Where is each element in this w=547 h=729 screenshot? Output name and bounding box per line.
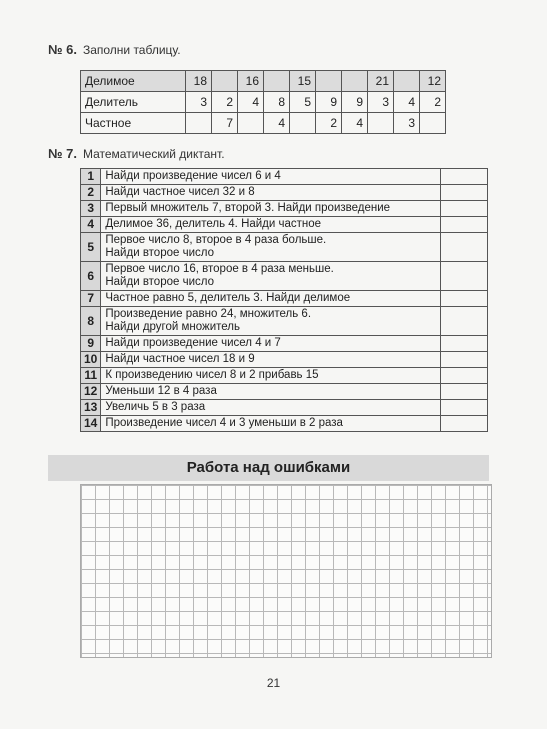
item-number: 2	[81, 185, 101, 201]
table-cell[interactable]	[290, 113, 316, 134]
item-text: Увеличь 5 в 3 раза	[101, 400, 441, 416]
item-number: 1	[81, 169, 101, 185]
table-cell[interactable]: 9	[316, 92, 342, 113]
item-text: Уменьши 12 в 4 раза	[101, 384, 441, 400]
item-text	[101, 262, 441, 291]
table-cell[interactable]: 5	[290, 92, 316, 113]
row-label: Делимое	[81, 71, 186, 92]
table-row	[81, 307, 488, 336]
table-cell[interactable]: 3	[394, 113, 420, 134]
answer-cell[interactable]	[441, 233, 488, 262]
table-cell[interactable]: 21	[368, 71, 394, 92]
answer-cell[interactable]	[441, 384, 488, 400]
item-number: 4	[81, 217, 101, 233]
item-text-line1: Произведение равно 24, множитель 6.	[105, 308, 312, 320]
answer-cell[interactable]	[441, 201, 488, 217]
table-row	[81, 368, 488, 384]
answer-cell[interactable]	[441, 169, 488, 185]
item-number: 13	[81, 400, 101, 416]
table-row-dividend	[81, 71, 446, 92]
table-cell[interactable]	[420, 113, 446, 134]
table-cell[interactable]: 4	[264, 113, 290, 134]
answer-cell[interactable]	[441, 336, 488, 352]
grid-paper-area[interactable]	[80, 484, 492, 658]
table-cell[interactable]: 18	[186, 71, 212, 92]
answer-cell[interactable]	[441, 217, 488, 233]
item-number: 12	[81, 384, 101, 400]
item-text: Найди произведение чисел 6 и 4	[101, 169, 441, 185]
item-text: Найди произведение чисел 4 и 7	[101, 336, 441, 352]
answer-cell[interactable]	[441, 400, 488, 416]
item-text-line1: Первое число 16, второе в 4 раза меньше.	[105, 263, 334, 275]
task6-heading	[48, 42, 181, 57]
page-number: 21	[266, 676, 281, 690]
table-cell[interactable]	[368, 113, 394, 134]
table-row	[81, 262, 488, 291]
table-cell[interactable]	[212, 71, 238, 92]
item-number: 8	[81, 307, 101, 336]
item-text	[101, 307, 441, 336]
answer-cell[interactable]	[441, 262, 488, 291]
table-row	[81, 400, 488, 416]
table-row	[81, 336, 488, 352]
table-cell[interactable]: 2	[420, 92, 446, 113]
table-cell[interactable]	[186, 113, 212, 134]
table-row	[81, 352, 488, 368]
section-banner: Работа над ошибками	[48, 455, 489, 481]
item-text-line2: Найди другой множитель	[105, 321, 240, 333]
item-number: 11	[81, 368, 101, 384]
table-cell[interactable]	[394, 71, 420, 92]
task6-table	[80, 70, 446, 134]
item-number: 6	[81, 262, 101, 291]
item-text: Делимое 36, делитель 4. Найди частное	[101, 217, 441, 233]
table-cell[interactable]	[264, 71, 290, 92]
table-cell[interactable]: 4	[394, 92, 420, 113]
answer-cell[interactable]	[441, 368, 488, 384]
item-text: Частное равно 5, делитель 3. Найди делимое	[101, 291, 441, 307]
table-row-divisor	[81, 92, 446, 113]
item-number: 7	[81, 291, 101, 307]
dictation-table	[80, 168, 488, 432]
table-cell[interactable]: 2	[212, 92, 238, 113]
table-row	[81, 291, 488, 307]
item-text-line2: Найди второе число	[105, 247, 214, 259]
table-row	[81, 185, 488, 201]
table-cell[interactable]: 4	[342, 113, 368, 134]
item-text-line1: Первое число 8, второе в 4 раза больше.	[105, 234, 327, 246]
item-number: 3	[81, 201, 101, 217]
table-cell[interactable]	[316, 71, 342, 92]
table-row	[81, 233, 488, 262]
item-number: 14	[81, 416, 101, 432]
task7-heading	[48, 146, 225, 161]
table-row	[81, 416, 488, 432]
task7-title: Математический диктант.	[82, 147, 225, 161]
row-label: Частное	[81, 113, 186, 134]
item-text-line2: Найди второе число	[105, 276, 214, 288]
task7-number: № 7.	[48, 146, 77, 161]
table-cell[interactable]: 9	[342, 92, 368, 113]
answer-cell[interactable]	[441, 185, 488, 201]
answer-cell[interactable]	[441, 291, 488, 307]
row-label: Делитель	[81, 92, 186, 113]
table-cell[interactable]: 7	[212, 113, 238, 134]
table-row	[81, 169, 488, 185]
item-text: Найди частное чисел 18 и 9	[101, 352, 441, 368]
table-cell[interactable]	[238, 113, 264, 134]
task6-title: Заполни таблицу.	[82, 43, 181, 57]
item-text: Произведение чисел 4 и 3 уменьши в 2 раза	[101, 416, 441, 432]
item-number: 9	[81, 336, 101, 352]
table-cell[interactable]: 15	[290, 71, 316, 92]
table-cell[interactable]: 3	[368, 92, 394, 113]
task6-number: № 6.	[48, 42, 77, 57]
table-row-quotient	[81, 113, 446, 134]
table-cell[interactable]	[342, 71, 368, 92]
table-cell[interactable]: 12	[420, 71, 446, 92]
table-cell[interactable]: 3	[186, 92, 212, 113]
item-text: Первый множитель 7, второй 3. Найди произведение	[101, 201, 441, 217]
item-text: К произведению чисел 8 и 2 прибавь 15	[101, 368, 441, 384]
table-row	[81, 217, 488, 233]
item-text: Найди частное чисел 32 и 8	[101, 185, 441, 201]
item-text	[101, 233, 441, 262]
answer-cell[interactable]	[441, 352, 488, 368]
table-cell[interactable]: 4	[238, 92, 264, 113]
answer-cell[interactable]	[441, 416, 488, 432]
table-row	[81, 384, 488, 400]
table-row	[81, 201, 488, 217]
answer-cell[interactable]	[441, 307, 488, 336]
table-cell[interactable]: 16	[238, 71, 264, 92]
table-cell[interactable]: 8	[264, 92, 290, 113]
item-number: 10	[81, 352, 101, 368]
item-number: 5	[81, 233, 101, 262]
table-cell[interactable]: 2	[316, 113, 342, 134]
